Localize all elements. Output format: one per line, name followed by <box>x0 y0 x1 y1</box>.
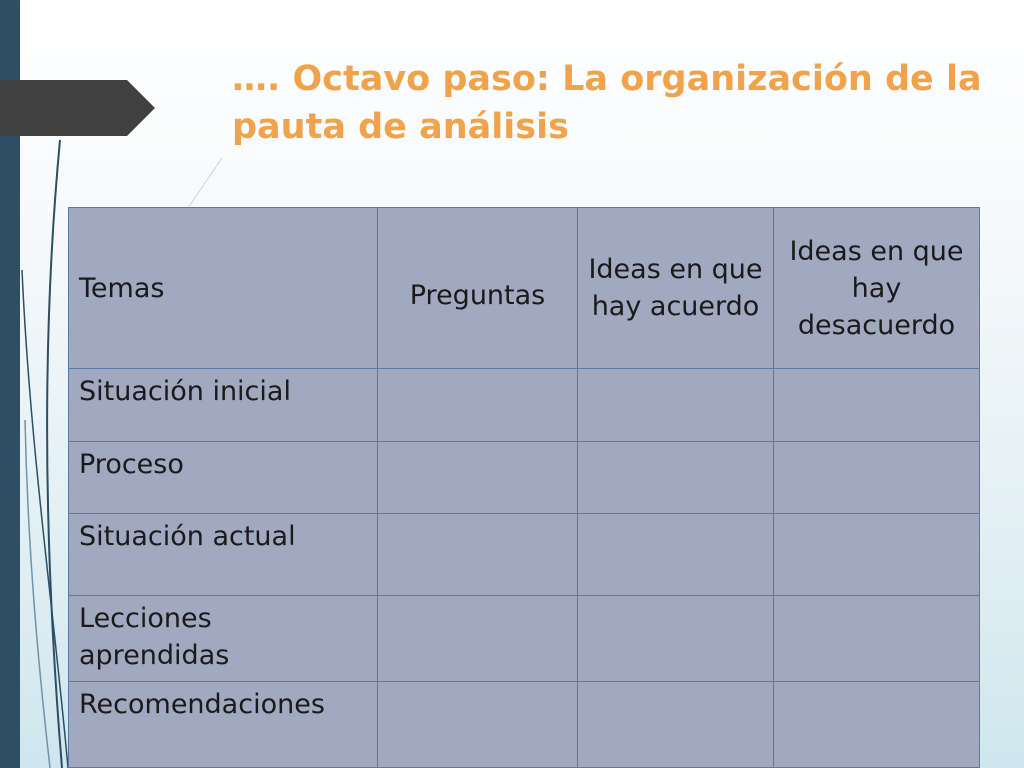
row-label-cell: Proceso <box>69 442 378 514</box>
table-cell <box>378 514 578 596</box>
table-cell <box>774 596 980 682</box>
row-label-cell: Lecciones aprendidas <box>69 596 378 682</box>
table-row <box>69 596 980 682</box>
table-cell <box>578 442 774 514</box>
header-cell-preguntas: Preguntas <box>378 208 578 369</box>
header-cell-desacuerdo: Ideas en que hay desacuerdo <box>774 208 980 369</box>
table-cell <box>774 682 980 768</box>
table-cell <box>378 442 578 514</box>
tab-arrow-shape <box>0 80 155 136</box>
row-label-cell: Situación actual <box>69 514 378 596</box>
table-row <box>69 369 980 442</box>
table-cell <box>378 369 578 442</box>
table-cell <box>578 369 774 442</box>
header-cell-acuerdo: Ideas en que hay acuerdo <box>578 208 774 369</box>
table-cell <box>774 442 980 514</box>
table-cell <box>378 682 578 768</box>
table-cell <box>774 514 980 596</box>
row-label-cell: Situación inicial <box>69 369 378 442</box>
analysis-guide-table <box>68 207 980 768</box>
table-cell <box>378 596 578 682</box>
table-header-row <box>69 208 980 369</box>
table-cell <box>578 596 774 682</box>
table-row <box>69 514 980 596</box>
table-row <box>69 442 980 514</box>
table-cell <box>578 514 774 596</box>
table-cell <box>578 682 774 768</box>
table-cell <box>774 369 980 442</box>
row-label-cell: Recomendaciones <box>69 682 378 768</box>
slide-title: …. Octavo paso: La organización de la pauta de análisis <box>232 59 982 147</box>
table-row <box>69 682 980 768</box>
header-cell-temas: Temas <box>69 208 378 369</box>
